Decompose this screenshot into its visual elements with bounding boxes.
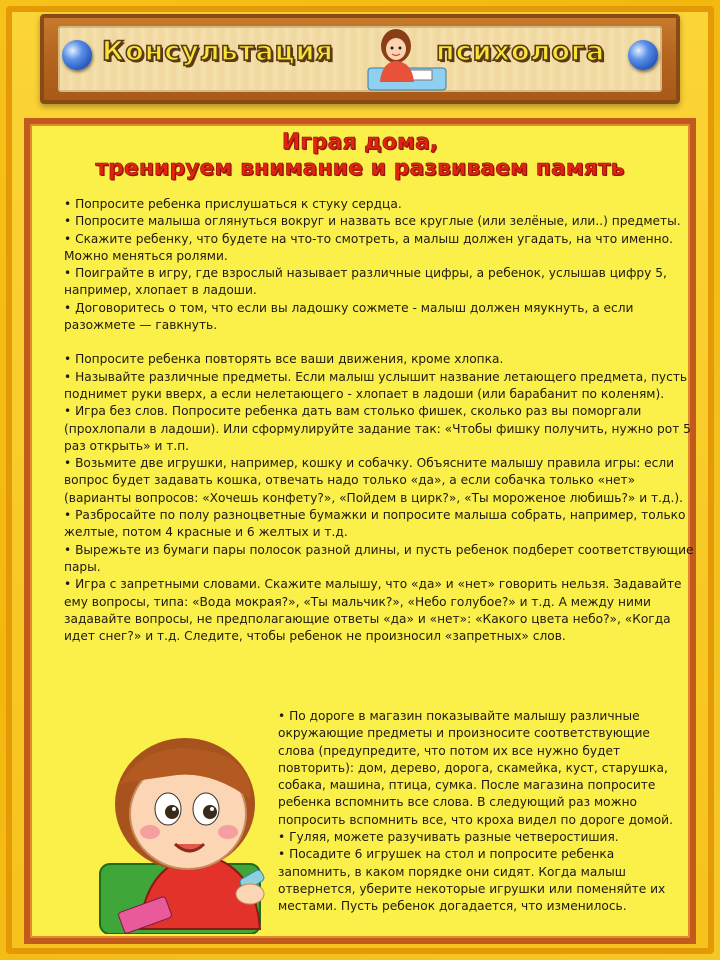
pushpin-icon	[628, 40, 658, 70]
list-item: • Игра без слов. Попросите ребенка дать вам столько фишек, сколько раз вы поморгали (прохлопали в ладоши). Или сформулируйте задание так: «Чтобы фишку получить, нужно рот 5 раз открыть» и т.п.	[64, 404, 691, 453]
list-item: • Попросите малыша оглянуться вокруг и назвать все круглые (или зелёные, или..) предметы.	[64, 214, 681, 229]
boy-illustration	[90, 714, 290, 934]
list-item: • По дороге в магазин показывайте малышу различные окружающие предметы и произносите соответствующие слова (предупредите, что потом их все нужно будет повторить): дом, дерево, дорога, скамейка, куст, старушка, собака, машина, птица, сумка. После магазина попросите ребенка вспомнить все слова. В следующий раз можно попросить вспомнить все, что кроха видел по дороге домой.	[278, 709, 673, 827]
tips-list	[64, 196, 694, 645]
list-item: • Вырежьте из бумаги пары полосок разной длины, и пусть ребенок подберет соответствующие пары.	[64, 542, 694, 574]
spacer	[64, 334, 694, 351]
list-item: • Договоритесь о том, что если вы ладошку сожмете - малыш должен мяукнуть, а если разожмете — гавкнуть.	[64, 300, 634, 333]
banner-word-psychologist: психолога	[436, 36, 606, 67]
header-banner	[40, 14, 680, 104]
list-item: • Возьмите две игрушки, например, кошку и собачку. Объясните малышу правила игры: если вопрос будет задавать кошка, отвечать надо только «да», а если собачка только «нет» (варианты вопросов: «Хочешь конфету?», «Пойдем в цирк?», «Ты мороженое любишь?» и т.д.).	[64, 456, 683, 505]
list-item: • Посадите 6 игрушек на стол и попросите ребенка запомнить, в каком порядке они сидят. Когда малыш отвернется, уберите некоторые игрушки или поменяйте их местами. Пусть ребенок догадается, что изменилось.	[278, 847, 666, 914]
banner-word-consultation: Консультация	[102, 36, 334, 67]
list-item: • Поиграйте в игру, где взрослый называет различные цифры, а ребенок, услышав цифру 5, например, хлопает в ладоши.	[64, 266, 667, 298]
list-item: • Называйте различные предметы. Если малыш услышит название летающего предмета, пусть поднимет руки вверх, а если нелетающего - хлопает в ладоши (или барабанит по коленям).	[64, 369, 688, 401]
list-item: • Попросите ребенка повторять все ваши движения, кроме хлопка.	[64, 352, 504, 367]
list-item: • Попросите ребенка прислушаться к стуку сердца.	[64, 197, 402, 211]
list-item: • Игра с запретными словами. Скажите малышу, что «да» и «нет» говорить нельзя. Задавайте ему вопросы, типа: «Вода мокрая?», «Ты мальчик?», «Небо голубое?» и т.д. А между ними задавайте вопросы, не предполагающие ответы «да» и «нет»: «Какого цвета небо?», «Когда идет снег?» и т.д. Следите, чтобы ребенок не произносил «запретных» слов.	[64, 577, 682, 644]
side-tips-list	[278, 708, 688, 916]
page-title-line1: Играя дома,	[281, 130, 439, 155]
page-title-line2: тренируем внимание и развиваем память	[95, 156, 625, 181]
pushpin-icon	[62, 40, 92, 70]
content-panel	[24, 118, 696, 944]
list-item: • Скажите ребенку, что будете на что-то смотреть, а малыш должен угадать, на что именно. Можно меняться ролями.	[64, 231, 673, 263]
list-item: • Разбросайте по полу разноцветные бумажки и попросите малыша собрать, например, только желтые, потом 4 красные и 6 желтых и т.д.	[64, 508, 686, 540]
list-item: • Гуляя, можете разучивать разные четверостишия.	[278, 830, 619, 845]
